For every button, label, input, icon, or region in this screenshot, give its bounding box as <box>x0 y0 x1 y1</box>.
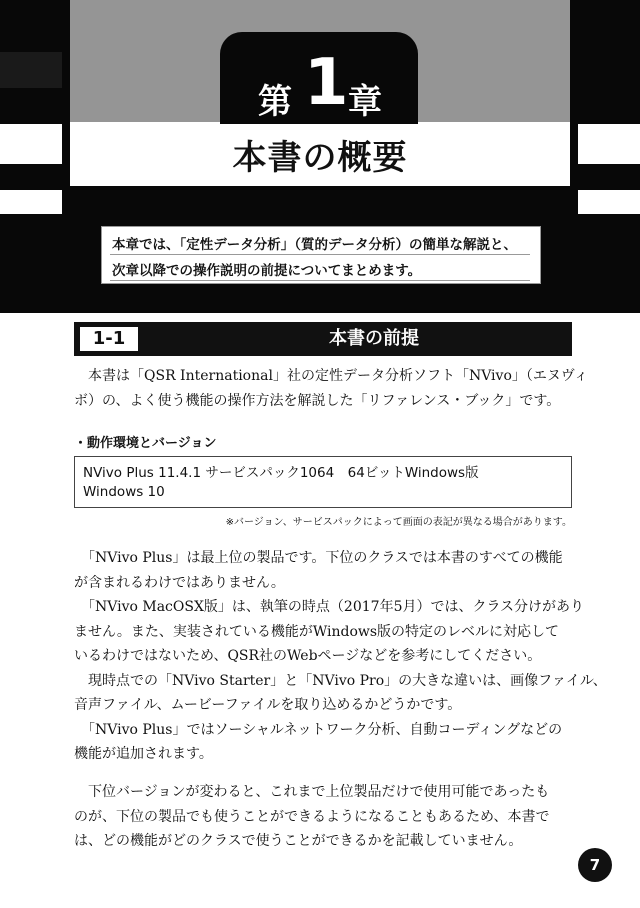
text-line: ません。また、実装されている機能がWindows版の特定のレベルに対応して <box>74 623 560 640</box>
chapter-suffix: 章 <box>348 82 382 122</box>
text-line: 音声ファイル、ムービーファイルを取り込めるかどうかです。 <box>74 697 462 713</box>
paragraph-intro <box>74 364 589 413</box>
header-decor <box>0 124 62 164</box>
version-line: NVivo Plus 11.4.1 サービスパック1064 64ビットWindows版 <box>83 465 479 481</box>
paragraph-classes <box>74 546 607 767</box>
section-title: 本書の前提 <box>329 328 419 349</box>
section-heading <box>74 322 572 356</box>
header-decor <box>578 124 640 164</box>
paragraph-versions <box>74 780 574 854</box>
chapter-header <box>0 0 640 313</box>
header-decor <box>578 190 640 214</box>
subheading-environment: ・動作環境とバージョン <box>74 436 217 451</box>
chapter-number: 1 <box>304 46 347 120</box>
chapter-title: 本書の概要 <box>232 138 408 178</box>
text-line: 「NVivo Plus」ではソーシャルネットワーク分析、自動コーディングなどの <box>74 721 563 738</box>
chapter-intro <box>101 226 541 284</box>
header-decor <box>0 52 62 88</box>
intro-rule <box>110 280 530 281</box>
intro-rule <box>110 254 530 255</box>
header-decor <box>0 190 62 214</box>
text-line: 現時点での「NVivo Starter」と「NVivo Pro」の大きな違いは、画像ファイル、 <box>74 672 607 689</box>
text-line: ボ）の、よく使う機能の操作方法を解説した「リファレンス・ブック」です。 <box>74 392 561 409</box>
text-line: 下位バージョンが変わると、これまで上位製品だけで使用可能であったも <box>74 784 550 800</box>
page-number: 7 <box>578 848 612 882</box>
intro-line: 次章以降での操作説明の前提についてまとめます。 <box>112 263 422 279</box>
text-line: いるわけではないため、QSR社のWebページなどを参考にしてください。 <box>74 648 542 664</box>
chapter-tab <box>220 32 418 124</box>
section-number: 1-1 <box>80 327 138 351</box>
version-box <box>74 456 572 508</box>
text-line: が含まれるわけではありません。 <box>74 574 285 591</box>
os-line: Windows 10 <box>83 484 165 500</box>
text-line: 「NVivo Plus」は最上位の製品です。下位のクラスでは本書のすべての機能 <box>74 550 563 566</box>
text-line: 機能が追加されます。 <box>74 746 213 762</box>
text-line: は、どの機能がどのクラスで使うことができるかを記載していません。 <box>74 833 523 849</box>
text-line: のが、下位の製品でも使うことができるようになることもあるため、本書で <box>74 808 550 825</box>
version-note: ※バージョン、サービスパックによって画面の表記が異なる場合があります。 <box>225 517 572 528</box>
text-line: 「NVivo MacOSX版」は、執筆の時点（2017年5月）では、クラス分けがあり <box>74 599 585 615</box>
intro-line: 本章では、「定性データ分析」（質的データ分析）の簡単な解説と、 <box>112 237 517 253</box>
text-line: 本書は「QSR International」社の定性データ分析ソフト「NVivo」（エヌヴィ <box>74 368 589 384</box>
chapter-prefix: 第 <box>258 82 292 122</box>
